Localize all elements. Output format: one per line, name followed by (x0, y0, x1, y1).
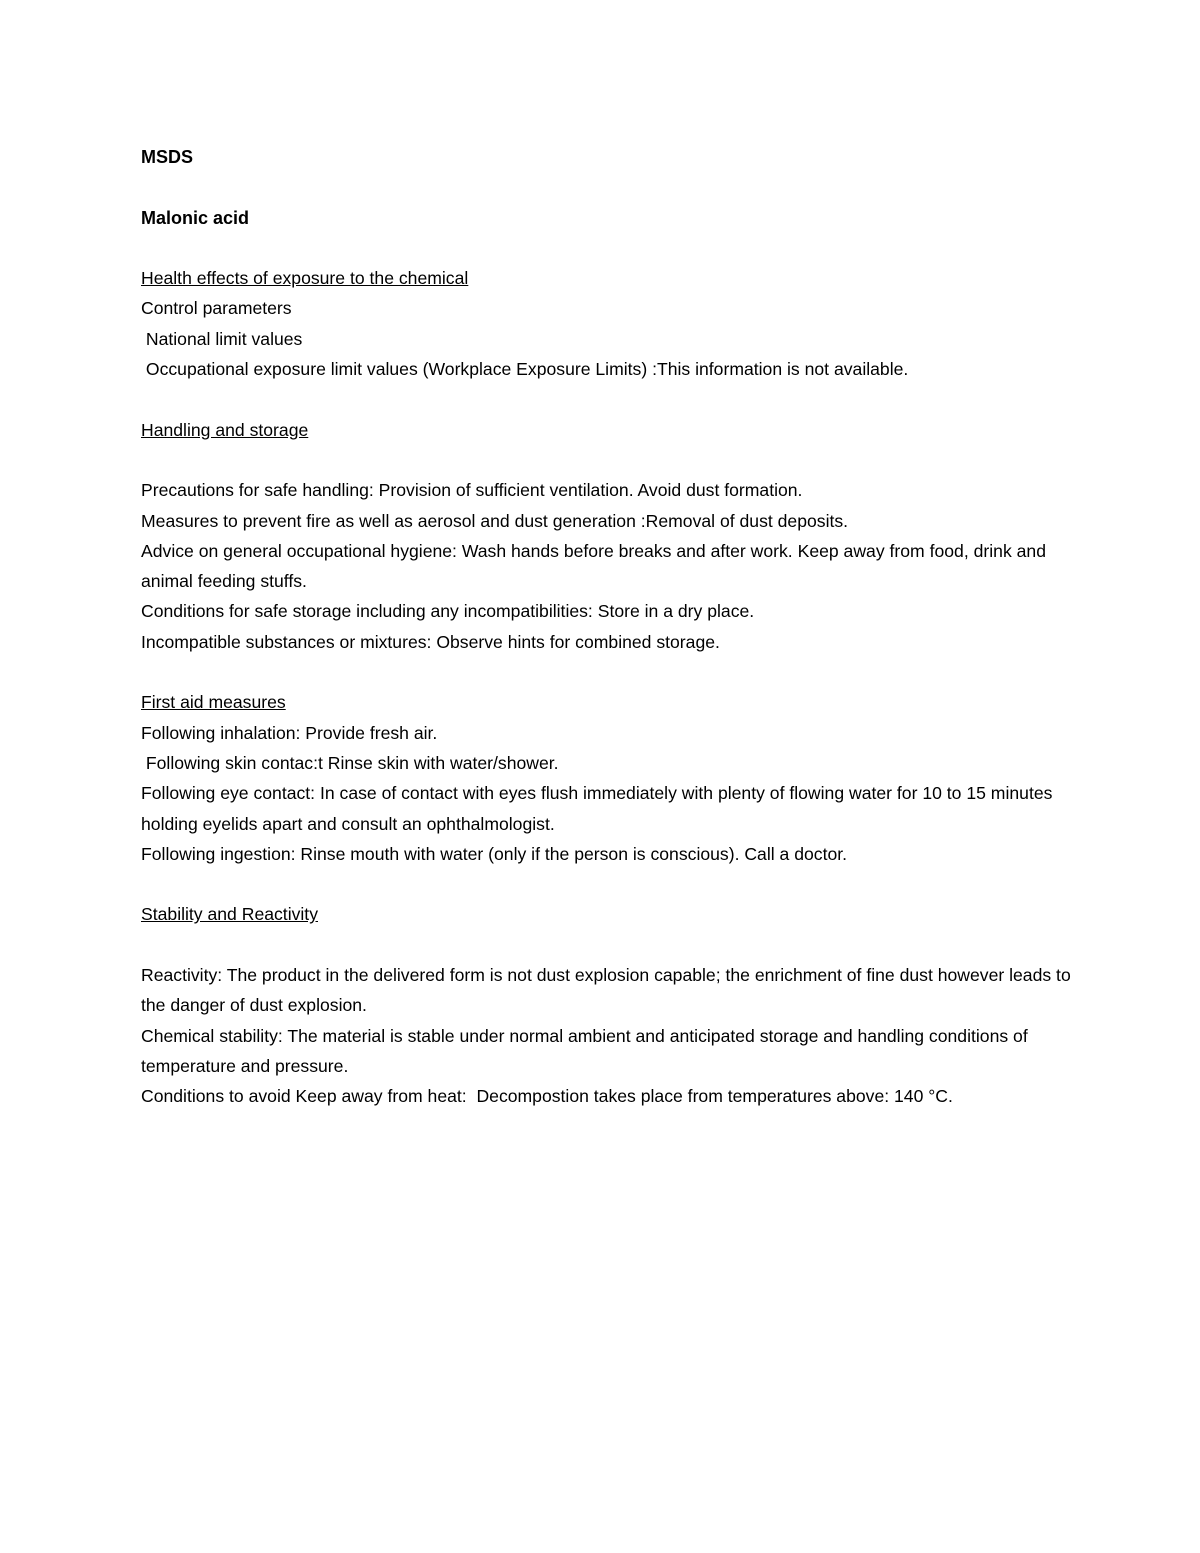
document-body (141, 142, 1076, 1112)
stability-line: Conditions to avoid Keep away from heat: Decompostion takes place from temperatures above: 140 °C. (141, 1086, 953, 1107)
first-aid-line: Following eye contact: In case of contact with eyes flush immediately with plenty of flowing water for 10 to 15 minutes holding eyelids apart and consult an ophthalmologist. (141, 783, 1058, 834)
document-subtitle: Malonic acid (141, 207, 250, 228)
spacer (141, 930, 1071, 960)
spacer (141, 657, 1071, 687)
health-line: National limit values (141, 328, 303, 349)
document-title: MSDS (141, 147, 194, 167)
stability-line: Chemical stability: The material is stable under normal ambient and anticipated storage and handling conditions of temperature and pressure. (141, 1025, 1033, 1076)
first-aid-line: Following ingestion: Rinse mouth with water (only if the person is conscious). Call a doctor. (141, 843, 848, 864)
handling-line: Conditions for safe storage including any incompatibilities: Store in a dry place. (141, 601, 755, 622)
first-aid-line: Following skin contac:t Rinse skin with water/shower. (141, 752, 559, 773)
stability-line: Reactivity: The product in the delivered form is not dust explosion capable; the enrichment of fine dust however leads to the danger of dust explosion. (141, 965, 1076, 1016)
spacer (141, 172, 1071, 202)
section-heading-stability: Stability and Reactivity (141, 904, 318, 925)
health-line: Occupational exposure limit values (Workplace Exposure Limits) :This information is not available. (141, 359, 909, 380)
first-aid-line: Following inhalation: Provide fresh air. (141, 722, 438, 743)
handling-line: Precautions for safe handling: Provision of sufficient ventilation. Avoid dust formation. (141, 480, 803, 501)
section-heading-handling: Handling and storage (141, 419, 309, 440)
section-heading-first-aid: First aid measures (141, 692, 286, 713)
spacer (141, 233, 1071, 263)
section-heading-health: Health effects of exposure to the chemical (141, 268, 469, 289)
health-line: Control parameters (141, 298, 292, 319)
spacer (141, 445, 1071, 475)
handling-line: Advice on general occupational hygiene: Wash hands before breaks and after work. Keep away from food, drink and animal feeding stuffs. (141, 540, 1051, 592)
handling-line: Measures to prevent fire as well as aerosol and dust generation :Removal of dust deposits. (141, 510, 849, 531)
handling-line: Incompatible substances or mixtures: Observe hints for combined storage. (141, 631, 720, 652)
spacer (141, 869, 1071, 899)
spacer (141, 384, 1071, 414)
